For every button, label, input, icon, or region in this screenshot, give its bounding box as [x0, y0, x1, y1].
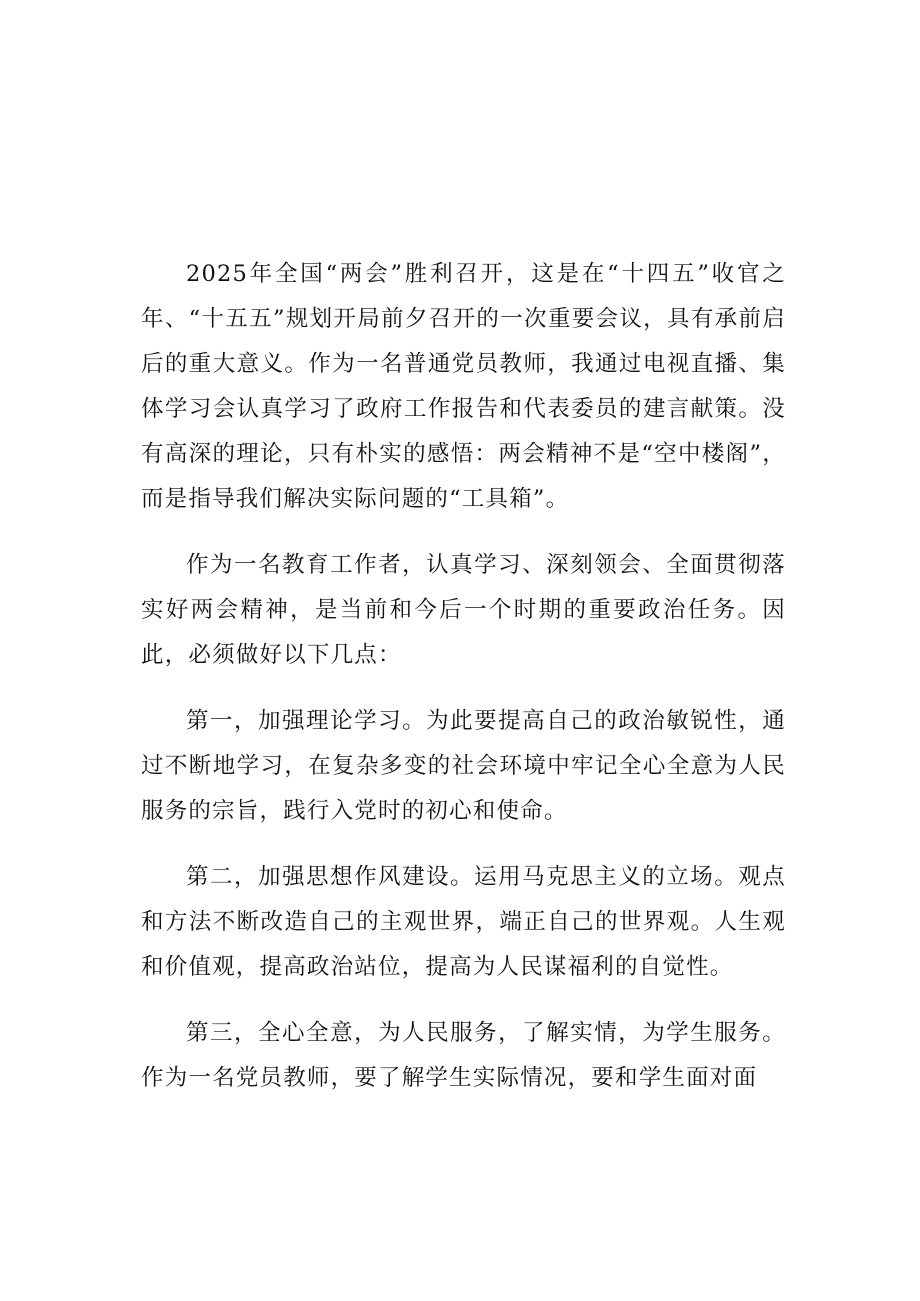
document-body: [141, 252, 786, 1122]
paragraph-point-1: 第一，加强理论学习。为此要提高自己的政治敏锐性，通过不断地学习，在复杂多变的社会环境中牢记全心全意为人民服务的宗旨，践行入党时的初心和使命。: [141, 708, 786, 824]
paragraph-point-2: 第二，加强思想作风建设。运用马克思主义的立场。观点和方法不断改造自己的主观世界，端正自己的世界观。人生观和价值观，提高政治站位，提高为人民谋福利的自觉性。: [141, 864, 786, 980]
paragraph-point-3: 第三，全心全意，为人民服务，了解实情，为学生服务。作为一名党员教师，要了解学生实际情况，要和学生面对面: [141, 1020, 786, 1091]
paragraph-task: 作为一名教育工作者，认真学习、深刻领会、全面贯彻落实好两会精神，是当前和今后一个时期的重要政治任务。因此，必须做好以下几点：: [141, 552, 786, 668]
paragraph-intro: 2025年全国“两会”胜利召开，这是在“十四五”收官之年、“十五五”规划开局前夕召开的一次重要会议，具有承前启后的重大意义。作为一名普通党员教师，我通过电视直播、集体学习会认真学习了政府工作报告和代表委员的建言献策。没有高深的理论，只有朴实的感悟：两会精神不是“空中楼阁”，而是指导我们解决实际问题的“工具箱”。: [141, 261, 786, 512]
